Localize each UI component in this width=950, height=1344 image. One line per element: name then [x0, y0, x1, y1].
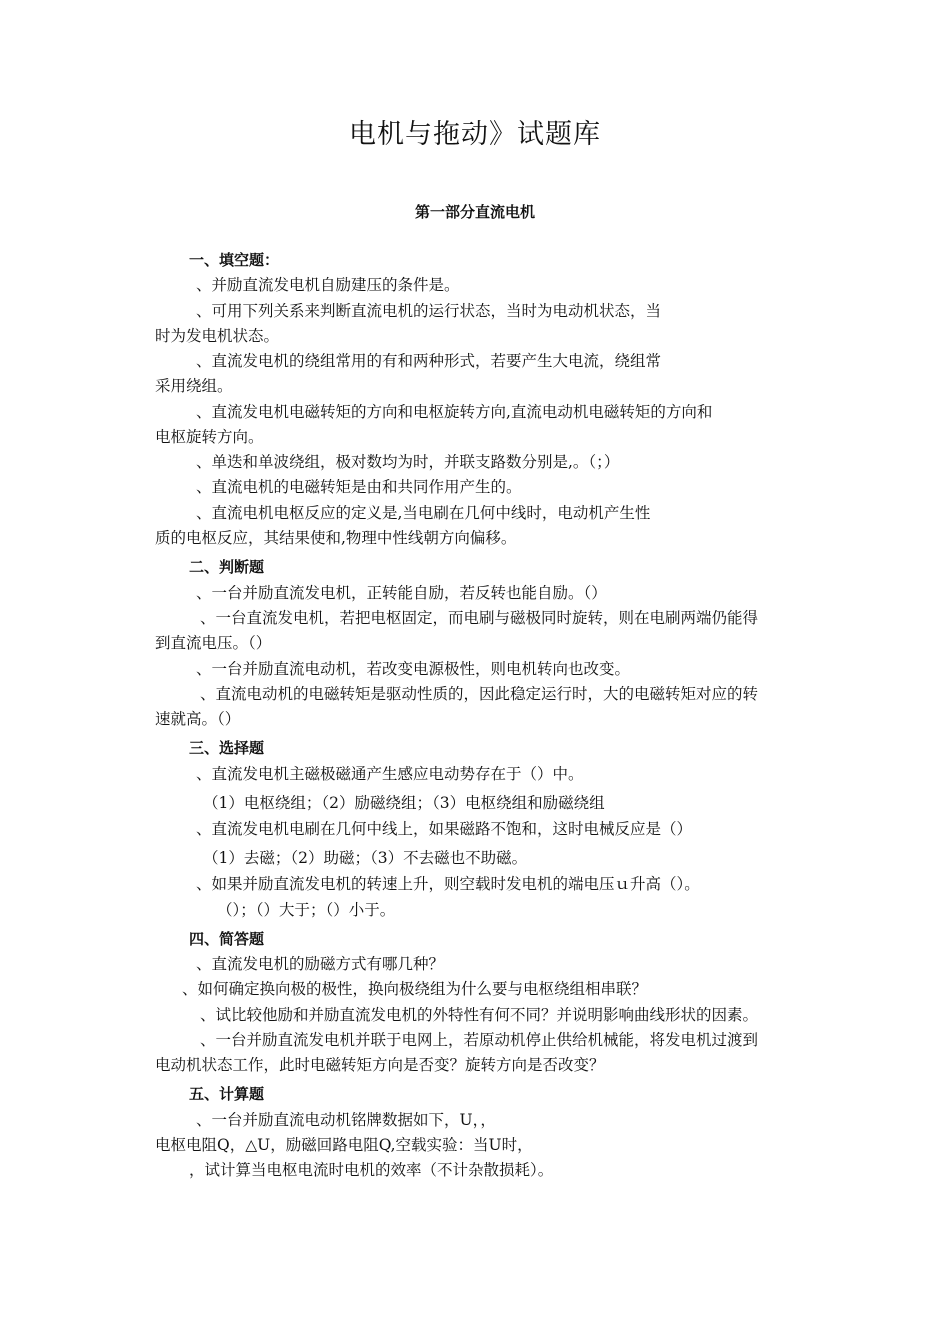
question-line: 、可用下列关系来判断直流电机的运行状态，当时为电动机状态，当: [196, 302, 662, 320]
question-line: 、一台直流发电机，若把电枢固定，而电刷与磁极同时旋转，则在电刷两端仍能得: [200, 609, 759, 627]
question-line: 、直流发电机电磁转矩的方向和电枢旋转方向,直流电动机电磁转矩的方向和: [196, 403, 713, 421]
question-line: 、直流电机的电磁转矩是由和共同作用产生的。: [196, 478, 522, 496]
section-heading-calc: 五、计算题: [189, 1085, 265, 1103]
question-line: ，试计算当电枢电流时电机的效率（不计杂散损耗）。: [189, 1161, 554, 1179]
question-line: 、直流发电机主磁极磁通产生感应电动势存在于（）中。: [196, 765, 584, 783]
question-line: 、直流电动机的电磁转矩是驱动性质的，因此稳定运行时，大的电磁转矩对应的转: [200, 685, 759, 703]
question-line: 质的电枢反应，其结果使和,物理中性线朝方向偏移。: [155, 529, 517, 547]
question-line: 电枢旋转方向。: [155, 428, 264, 446]
question-line: 、一台并励直流发电机，正转能自励，若反转也能自励。（）: [196, 584, 607, 602]
section-heading-choice: 三、选择题: [189, 739, 265, 757]
question-line: 速就高。（）: [155, 710, 241, 728]
question-option-line: （1）电枢绕组；（2）励磁绕组；（3）电枢绕组和励磁绕组: [203, 794, 605, 812]
question-option-line: （1）去磁；（2）助磁；（3）不去磁也不助磁。: [203, 849, 528, 867]
question-line: 、直流发电机的励磁方式有哪几种？: [196, 955, 445, 973]
question-line: 、试比较他励和并励直流发电机的外特性有何不同？并说明影响曲线形状的因素。: [200, 1006, 759, 1024]
question-line: 、并励直流发电机自励建压的条件是。: [196, 276, 460, 294]
section-heading-fill: 一、填空题：: [189, 251, 280, 269]
section-heading-short: 四、简答题: [189, 930, 265, 948]
document-title: 电机与拖动》试题库: [349, 119, 601, 150]
question-line: 时为发电机状态。: [155, 327, 280, 345]
question-line: 、直流发电机的绕组常用的有和两种形式，若要产生大电流，绕组常: [196, 352, 662, 370]
question-line: 电枢电阻Q，△U，励磁回路电阻Q,空载实验：当U时，: [155, 1136, 533, 1154]
question-line: 电动机状态工作，此时电磁转矩方向是否变？旋转方向是否改变？: [155, 1056, 605, 1074]
question-line: 、一台并励直流电动机铭牌数据如下，U，，: [196, 1111, 496, 1129]
question-line: 、如果并励直流发电机的转速上升，则空载时发电机的端电压ｕ升高（）。: [196, 875, 700, 893]
question-line: 、如何确定换向极的极性，换向极绕组为什么要与电枢绕组相串联？: [182, 980, 648, 998]
question-line: 、单迭和单波绕组，极对数均为时，并联支路数分别是,。（；）: [196, 453, 620, 471]
question-line: 、直流发电机电刷在几何中线上，如果磁路不饱和，这时电械反应是（）: [196, 820, 693, 838]
question-line: 采用绕组。: [155, 377, 233, 395]
question-line: 、一台并励直流电动机，若改变电源极性，则电机转向也改变。: [196, 660, 631, 678]
question-option-line: （）；（）大于；（）小于。: [217, 901, 396, 919]
question-line: 到直流电压。（）: [155, 634, 272, 652]
section-heading-judge: 二、判断题: [189, 558, 265, 576]
part-title: 第一部分直流电机: [414, 203, 535, 221]
question-line: 、一台并励直流发电机并联于电网上，若原动机停止供给机械能，将发电机过渡到: [200, 1031, 759, 1049]
question-line: 、直流电机电枢反应的定义是,当电刷在几何中线时，电动机产生性: [196, 504, 651, 522]
